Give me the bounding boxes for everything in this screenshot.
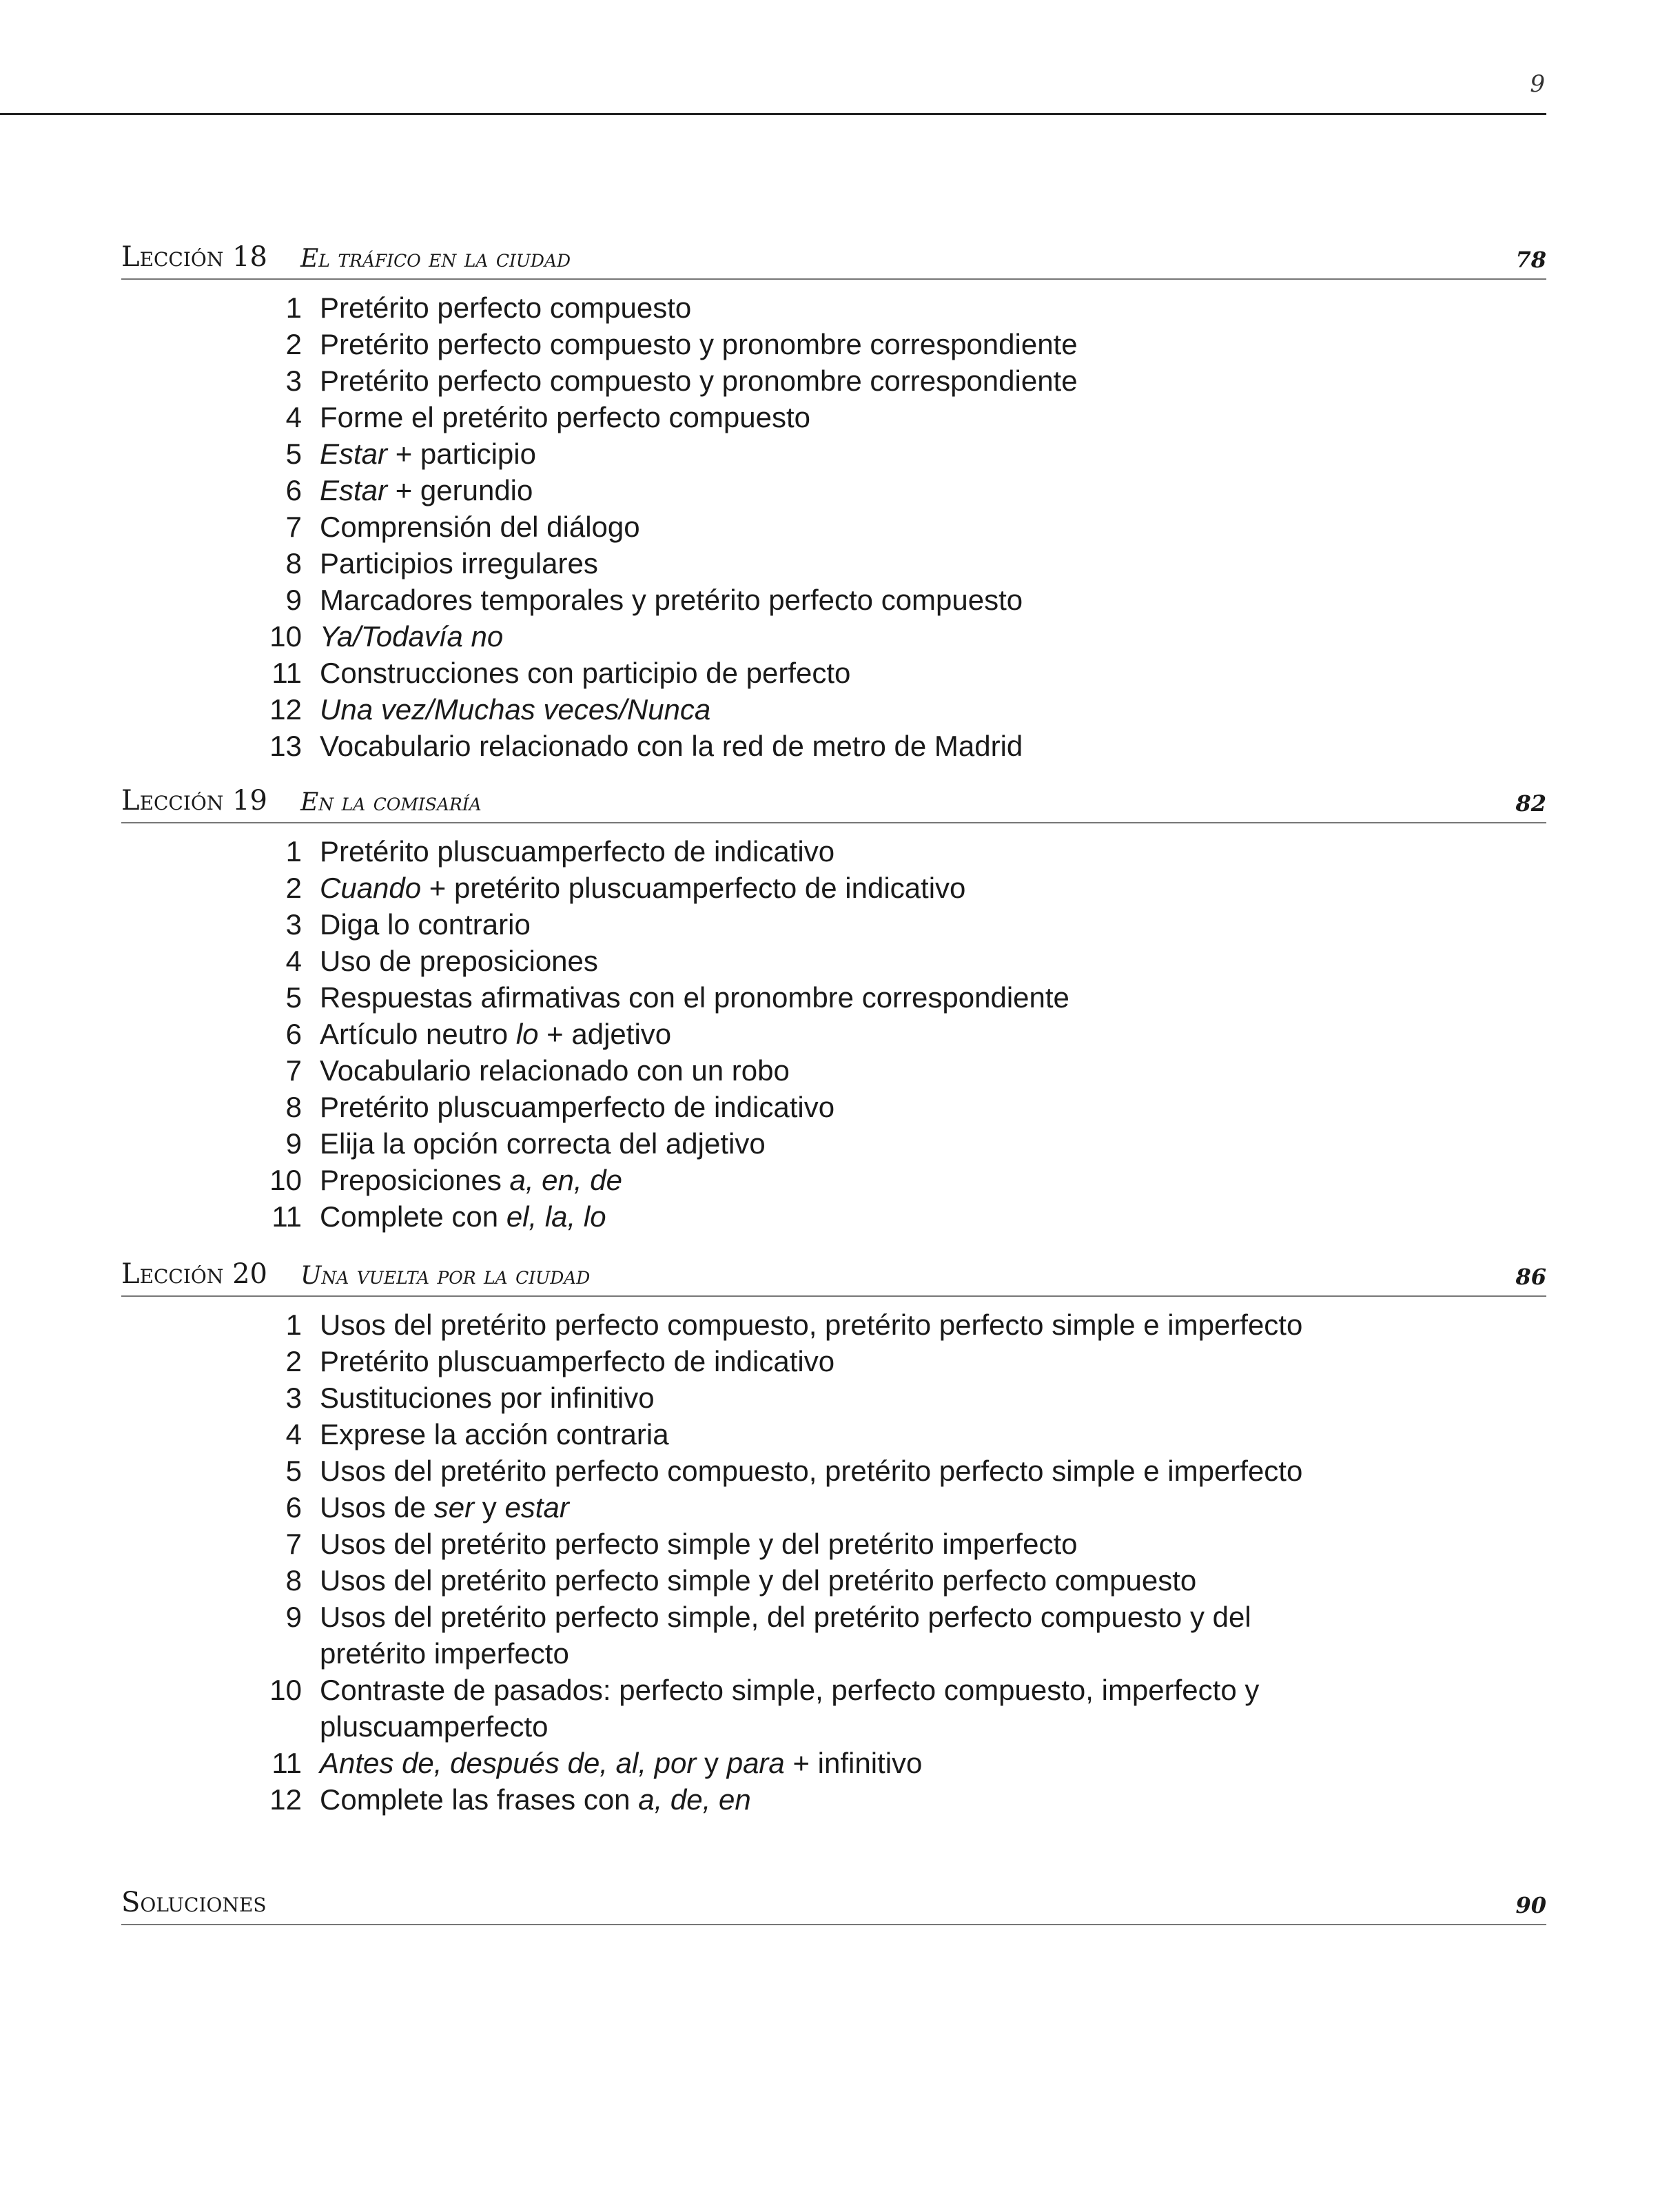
exercise-item: [121, 1526, 1546, 1562]
exercise-title: [320, 1052, 1353, 1089]
exercise-number: 1: [285, 835, 302, 868]
exercise-number: 6: [285, 1018, 302, 1050]
exercise-title: [320, 1198, 1353, 1235]
exercise-title: [320, 1562, 1353, 1599]
exercise-item: [121, 1198, 1546, 1235]
exercise-number: 11: [272, 1747, 302, 1779]
lesson-number: 20: [232, 1258, 267, 1290]
lesson-label: [121, 241, 300, 273]
lesson-title: Una vuelta por la ciudad: [300, 1262, 591, 1290]
exercise-item: [121, 943, 1546, 979]
exercise-title-italic: estar: [504, 1491, 569, 1524]
toc-section-solutions: [121, 1880, 1546, 1925]
exercise-number: 9: [285, 584, 302, 616]
exercise-list: [121, 823, 1546, 1235]
exercise-title-text: Pretérito pluscuamperfecto de indicativo: [320, 835, 835, 868]
exercise-title-text: Exprese la acción contraria: [320, 1418, 669, 1450]
solutions-header: [121, 1880, 1546, 1925]
exercise-item: [121, 472, 1546, 509]
exercise-title-text: Artículo neutro: [320, 1018, 516, 1050]
exercise-title-text: + adjetivo: [538, 1018, 672, 1050]
exercise-title: [320, 582, 1353, 618]
exercise-title-text: Marcadores temporales y pretérito perfecto compuesto: [320, 584, 1023, 616]
exercise-title: [320, 906, 1353, 943]
lesson-title: En la comisaría: [300, 788, 482, 817]
exercise-item: [121, 1672, 1546, 1745]
exercise-list: [121, 280, 1546, 764]
exercise-number: 3: [285, 1382, 302, 1414]
exercise-title: [320, 1745, 1353, 1781]
exercise-number: 5: [285, 981, 302, 1014]
exercise-item: [121, 1489, 1546, 1526]
exercise-title-italic: Estar: [320, 474, 388, 506]
exercise-item: [121, 326, 1546, 362]
exercise-number: 11: [272, 657, 302, 689]
exercise-title-text: Participios irregulares: [320, 547, 598, 580]
lesson-page-number: 82: [1515, 790, 1546, 817]
exercise-title-text: Sustituciones por infinitivo: [320, 1382, 655, 1414]
exercise-title-text: y: [696, 1747, 727, 1779]
exercise-number: 10: [269, 1164, 302, 1196]
exercise-item: [121, 1306, 1546, 1343]
exercise-item: [121, 979, 1546, 1016]
exercise-number: 2: [285, 1345, 302, 1377]
exercise-item: [121, 1162, 1546, 1198]
exercise-title: [320, 943, 1353, 979]
exercise-title-text: Diga lo contrario: [320, 908, 531, 941]
exercise-title: [320, 691, 1353, 728]
exercise-title-text: Pretérito perfecto compuesto: [320, 291, 692, 324]
toc-sections: [121, 234, 1546, 1818]
exercise-title-text: Construcciones con participio de perfecto: [320, 657, 851, 689]
exercise-number: 2: [285, 872, 302, 904]
exercise-item: [121, 435, 1546, 472]
exercise-title: [320, 1489, 1353, 1526]
exercise-title: [320, 1089, 1353, 1125]
exercise-item: [121, 509, 1546, 545]
lesson-header: [121, 234, 1546, 280]
exercise-number: 7: [285, 511, 302, 543]
exercise-title-text: + participio: [387, 438, 536, 470]
exercise-title: [320, 728, 1353, 764]
table-of-contents: [121, 234, 1546, 1925]
exercise-item: [121, 728, 1546, 764]
exercise-title: [320, 979, 1353, 1016]
exercise-number: 2: [285, 328, 302, 360]
exercise-title: [320, 545, 1353, 582]
lesson-number: 19: [232, 785, 267, 817]
exercise-item: [121, 655, 1546, 691]
exercise-title-italic: Cuando: [320, 872, 422, 904]
exercise-item: [121, 1562, 1546, 1599]
exercise-title-text: Vocabulario relacionado con la red de metro de Madrid: [320, 730, 1023, 762]
lesson-word: Lección: [121, 785, 224, 817]
solutions-label: Soluciones: [121, 1887, 267, 1918]
exercise-title: [320, 435, 1353, 472]
exercise-title-text: Complete las frases con: [320, 1783, 639, 1816]
lesson-word: Lección: [121, 1258, 224, 1290]
lesson-label: [121, 1258, 300, 1290]
exercise-item: [121, 362, 1546, 399]
exercise-title: [320, 1125, 1353, 1162]
exercise-title: [320, 472, 1353, 509]
exercise-number: 8: [285, 1091, 302, 1123]
lesson-title: El tráfico en la ciudad: [300, 245, 571, 273]
exercise-item: [121, 289, 1546, 326]
exercise-title: [320, 1306, 1353, 1343]
exercise-title-italic: ser: [433, 1491, 475, 1524]
exercise-title-text: Preposiciones: [320, 1164, 510, 1196]
exercise-title-text: + infinitivo: [784, 1747, 923, 1779]
exercise-title: [320, 399, 1353, 435]
exercise-title-text: + gerundio: [387, 474, 533, 506]
exercise-title: [320, 1380, 1353, 1416]
exercise-number: 4: [285, 945, 302, 977]
exercise-title-text: + pretérito pluscuamperfecto de indicativo: [421, 872, 966, 904]
exercise-title-italic: Ya/Todavía no: [320, 620, 504, 653]
exercise-item: [121, 691, 1546, 728]
exercise-number: 1: [285, 1309, 302, 1341]
exercise-item: [121, 1343, 1546, 1380]
exercise-item: [121, 1125, 1546, 1162]
exercise-title-italic: Una vez/Muchas veces/Nunca: [320, 693, 711, 726]
exercise-number: 10: [269, 1674, 302, 1706]
toc-section-lesson-20: [121, 1251, 1546, 1818]
exercise-title-text: Usos del pretérito perfecto simple y del pretérito imperfecto: [320, 1528, 1078, 1560]
exercise-number: 3: [285, 365, 302, 397]
exercise-item: [121, 870, 1546, 906]
lesson-header: [121, 778, 1546, 823]
lesson-page-number: 78: [1515, 247, 1546, 273]
exercise-number: 5: [285, 438, 302, 470]
exercise-item: [121, 399, 1546, 435]
exercise-title-italic: Antes de, después de, al, por: [320, 1747, 697, 1779]
lesson-word: Lección: [121, 241, 224, 273]
exercise-title-text: Usos del pretérito perfecto simple y del pretérito perfecto compuesto: [320, 1564, 1197, 1597]
exercise-title-text: Pretérito pluscuamperfecto de indicativo: [320, 1091, 835, 1123]
exercise-title-italic: a, de, en: [638, 1783, 751, 1816]
exercise-title-text: Pretérito pluscuamperfecto de indicativo: [320, 1345, 835, 1377]
exercise-title-italic: lo: [515, 1018, 539, 1050]
exercise-title-italic: para: [726, 1747, 785, 1779]
exercise-number: 4: [285, 1418, 302, 1450]
exercise-title-italic: a, en, de: [509, 1164, 622, 1196]
exercise-title-text: y: [474, 1491, 505, 1524]
exercise-item: [121, 1781, 1546, 1818]
exercise-number: 11: [272, 1200, 302, 1233]
exercise-title: [320, 362, 1353, 399]
exercise-title: [320, 870, 1353, 906]
exercise-item: [121, 1089, 1546, 1125]
exercise-item: [121, 833, 1546, 870]
exercise-title: [320, 1162, 1353, 1198]
exercise-title-text: Complete con: [320, 1200, 506, 1233]
exercise-title-text: Forme el pretérito perfecto compuesto: [320, 401, 810, 433]
exercise-title-italic: Estar: [320, 438, 388, 470]
exercise-item: [121, 545, 1546, 582]
exercise-item: [121, 1599, 1546, 1672]
lesson-header: [121, 1251, 1546, 1297]
exercise-item: [121, 582, 1546, 618]
exercise-title: [320, 655, 1353, 691]
exercise-title: [320, 618, 1353, 655]
exercise-number: 1: [285, 291, 302, 324]
exercise-title-text: Usos del pretérito perfecto simple, del pretérito perfecto compuesto y del pretérito imperfecto: [320, 1601, 1260, 1670]
exercise-list: [121, 1297, 1546, 1818]
exercise-title: [320, 1599, 1353, 1672]
exercise-title: [320, 1416, 1353, 1453]
exercise-number: 9: [285, 1601, 302, 1633]
exercise-title: [320, 1016, 1353, 1052]
toc-section-lesson-19: [121, 778, 1546, 1235]
exercise-title: [320, 289, 1353, 326]
page-number: 9: [1530, 70, 1545, 98]
exercise-title-text: Respuestas afirmativas con el pronombre correspondiente: [320, 981, 1069, 1014]
exercise-title-text: Pretérito perfecto compuesto y pronombre correspondiente: [320, 365, 1078, 397]
exercise-title-text: Uso de preposiciones: [320, 945, 598, 977]
exercise-title-text: Usos del pretérito perfecto compuesto, pretérito perfecto simple e imperfecto: [320, 1309, 1303, 1341]
exercise-number: 6: [285, 1491, 302, 1524]
exercise-item: [121, 1416, 1546, 1453]
exercise-number: 6: [285, 474, 302, 506]
exercise-title: [320, 1781, 1353, 1818]
exercise-title-italic: el, la, lo: [506, 1200, 606, 1233]
exercise-number: 8: [285, 1564, 302, 1597]
exercise-title-text: Usos de: [320, 1491, 434, 1524]
exercise-number: 13: [269, 730, 302, 762]
exercise-title-text: Vocabulario relacionado con un robo: [320, 1054, 790, 1087]
exercise-title: [320, 1672, 1353, 1745]
exercise-number: 8: [285, 547, 302, 580]
exercise-title: [320, 326, 1353, 362]
exercise-number: 10: [269, 620, 302, 653]
exercise-number: 12: [269, 1783, 302, 1816]
exercise-title: [320, 833, 1353, 870]
exercise-number: 12: [269, 693, 302, 726]
exercise-title: [320, 1453, 1353, 1489]
exercise-item: [121, 1016, 1546, 1052]
lesson-number: 18: [232, 241, 267, 273]
exercise-item: [121, 1052, 1546, 1089]
exercise-item: [121, 1453, 1546, 1489]
lesson-label: [121, 785, 300, 817]
exercise-number: 3: [285, 908, 302, 941]
exercise-number: 7: [285, 1054, 302, 1087]
exercise-number: 5: [285, 1455, 302, 1487]
exercise-title: [320, 509, 1353, 545]
exercise-title-text: Elija la opción correcta del adjetivo: [320, 1127, 766, 1160]
exercise-item: [121, 1380, 1546, 1416]
header-rule: [0, 113, 1546, 115]
lesson-page-number: 86: [1515, 1264, 1546, 1290]
exercise-number: 9: [285, 1127, 302, 1160]
exercise-title-text: Contraste de pasados: perfecto simple, perfecto compuesto, imperfecto y pluscuamperfecto: [320, 1674, 1268, 1743]
exercise-title-text: Pretérito perfecto compuesto y pronombre correspondiente: [320, 328, 1078, 360]
exercise-title-text: Comprensión del diálogo: [320, 511, 640, 543]
exercise-title-text: Usos del pretérito perfecto compuesto, pretérito perfecto simple e imperfecto: [320, 1455, 1303, 1487]
exercise-number: 7: [285, 1528, 302, 1560]
exercise-title: [320, 1526, 1353, 1562]
exercise-item: [121, 906, 1546, 943]
exercise-title: [320, 1343, 1353, 1380]
toc-section-lesson-18: [121, 234, 1546, 764]
exercise-number: 4: [285, 401, 302, 433]
solutions-page: 90: [1515, 1892, 1546, 1918]
exercise-item: [121, 1745, 1546, 1781]
exercise-item: [121, 618, 1546, 655]
